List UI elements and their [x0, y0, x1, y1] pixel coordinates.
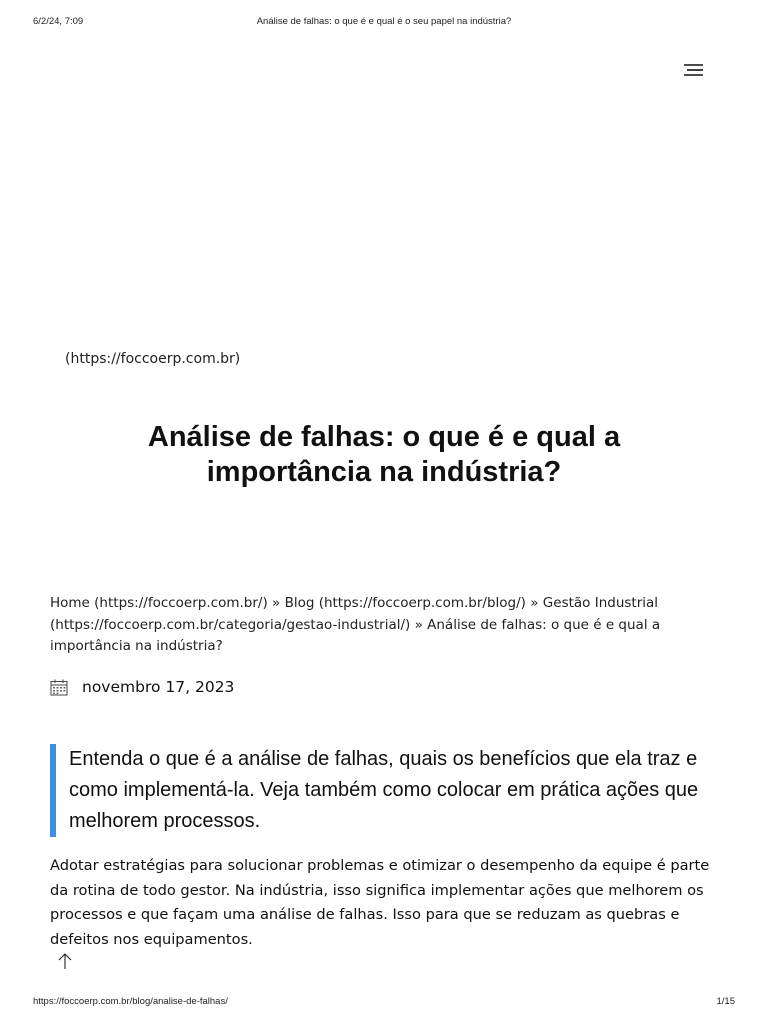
- body-paragraph: Adotar estratégias para solucionar problemas e otimizar o desempenho da equipe é parte da rotina de todo gestor. Na indústria, isso significa implementar ações que melhorem os processos e que façam uma análise de falhas. Isso para que se reduzam as quebras e defeitos nos equipamentos.: [50, 857, 710, 948]
- site-home-link[interactable]: (https://foccoerp.com.br): [65, 351, 241, 367]
- hamburger-menu-icon[interactable]: [681, 62, 705, 78]
- print-date: 6/2/24, 7:09: [33, 16, 84, 27]
- print-header: [33, 16, 735, 30]
- page-title-line2: importância na indústria?: [206, 456, 562, 488]
- breadcrumb-category[interactable]: Gestão Industrial (https://foccoerp.com.br/categoria/gestao-industrial/): [50, 595, 659, 633]
- breadcrumb-separator: »: [267, 595, 285, 611]
- breadcrumb: [50, 593, 690, 658]
- post-date: novembro 17, 2023: [82, 678, 235, 696]
- breadcrumb-separator: »: [410, 616, 428, 633]
- breadcrumb-separator: »: [525, 595, 543, 611]
- print-document-title: Análise de falhas: o que é e qual é o seu papel na indústria?: [256, 16, 512, 27]
- breadcrumb-home[interactable]: Home (https://foccoerp.com.br/): [50, 595, 268, 611]
- arrow-up-icon[interactable]: [57, 952, 73, 970]
- print-page-number: 1/15: [716, 996, 735, 1007]
- print-url: https://foccoerp.com.br/blog/analise-de-falhas/: [33, 996, 228, 1007]
- print-footer: [33, 996, 735, 1010]
- page-title: [60, 420, 708, 490]
- breadcrumb-blog[interactable]: Blog (https://foccoerp.com.br/blog/): [284, 595, 526, 611]
- page-title-line1: Análise de falhas: o que é e qual a: [147, 421, 621, 453]
- calendar-icon: [50, 679, 68, 696]
- intro-blockquote: Entenda o que é a análise de falhas, quais os benefícios que ela traz e como implementá-la. Veja também como colocar em prática ações que melhorem processos.: [50, 744, 729, 837]
- breadcrumb-current: Análise de falhas: o que é e qual a importância na indústria?: [50, 616, 661, 654]
- post-date-row: [50, 676, 234, 698]
